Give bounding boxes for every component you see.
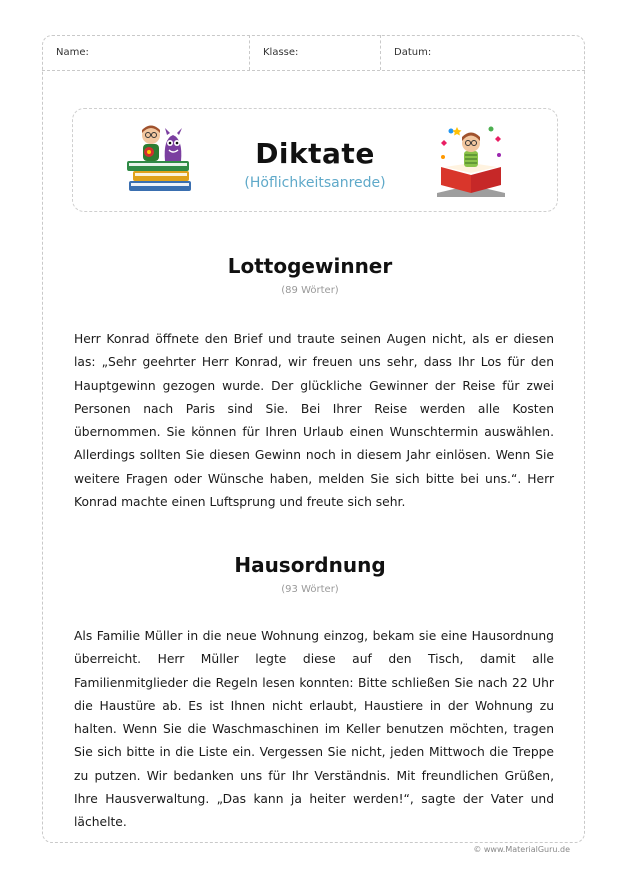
worksheet-title: Diktate [255, 137, 375, 170]
dictation-text: Als Familie Müller in die neue Wohnung einzog, bekam sie eine Hausordnung überreicht. Herr Müller legte diese auf den Tisch, damit alle Familienmitglieder die Regeln lesen konnten: Bitte schließen Sie nach 22 Uhr die Haustüre ab. Es ist Ihnen nicht erlaubt, Haustiere in der Wohnung zu halten. Wenn Sie die Waschmaschinen im Keller benutzen möchten, tragen Sie sich bitte in die Liste ein. Vergessen Sie nicht, jeden Mittwoch die Treppe zu putzen. Wir bedanken uns für Ihr Verständnis. Mit freundlichen Grüßen, Ihre Hausverwaltung. „Das kann ja heiter werden!“, sagte der Vater und lächelte. [74, 629, 554, 830]
copyright-footer: © www.MaterialGuru.de [473, 845, 570, 854]
dictation-text: Herr Konrad öffnete den Brief und traute seinen Augen nicht, als er diesen las: „Sehr geehrter Herr Konrad, wir freuen uns sehr, dass Ihr Los für den Hauptgewinn gezogen wurde. Der glückliche Gewinner der Reise für zwei Personen nach Paris sind Sie. Bei Ihrer Reise werden alle Kosten übernommen. Sie können für Ihren Urlaub einen Wunschtermin auswählen. Allerdings sollten Sie diesen Gewinn noch in diesem Jahr einlösen. Wenn Sie weitere Fragen oder Wünsche haben, melden Sie sich bitte bei uns.“. Herr Konrad machte einen Luftsprung und freute sich sehr. [74, 332, 554, 510]
header-row [42, 35, 585, 71]
class-label: Klasse: [263, 47, 299, 58]
boy-reading-red-book-icon [431, 123, 511, 199]
date-label: Datum: [394, 47, 432, 58]
word-count: (93 Wörter) [281, 584, 339, 595]
header-divider [380, 35, 381, 70]
worksheet-subtitle: (Höflichkeitsanrede) [244, 175, 386, 191]
name-label: Name: [56, 47, 89, 58]
word-count: (89 Wörter) [281, 285, 339, 296]
title-banner [72, 108, 558, 212]
header-divider [249, 35, 250, 70]
section-title: Hausordnung [234, 553, 386, 577]
section-title: Lottogewinner [227, 254, 393, 278]
